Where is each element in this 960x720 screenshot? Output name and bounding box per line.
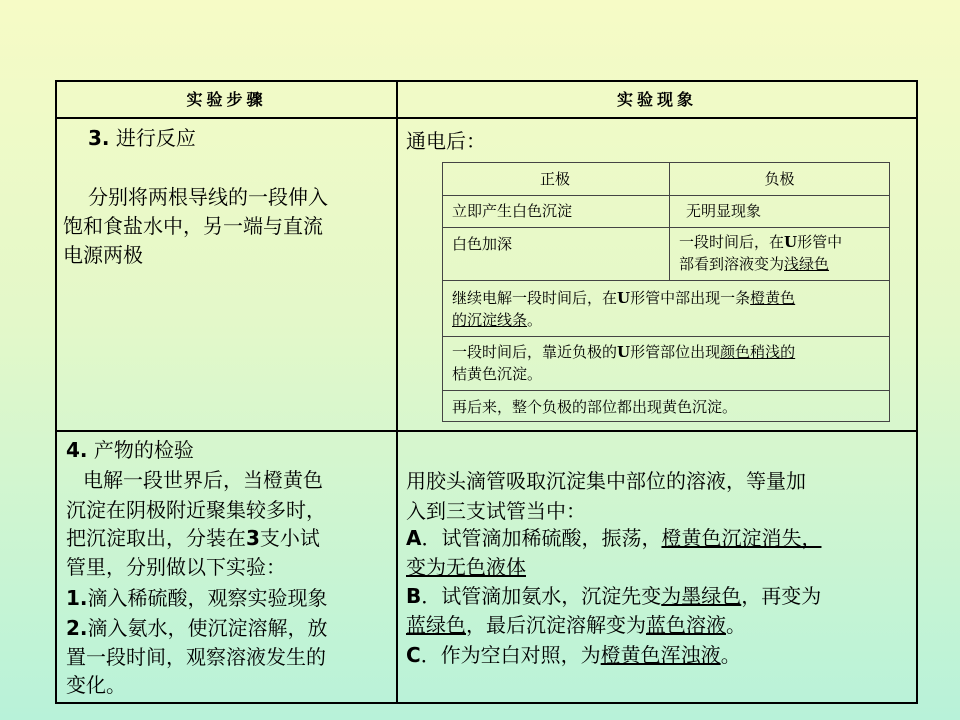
phenom3-intro: 通电后：	[406, 129, 486, 153]
table-r4: 一段时间后，靠近负极的U形管部位出现颜色稍浅的 桔黄色沉淀。	[452, 343, 796, 383]
table-header-negative: 负极	[764, 170, 795, 188]
header-steps: 实验步骤	[186, 90, 267, 109]
step3-title: 3. 进行反应	[88, 126, 196, 150]
phenom4-intro: 用胶头滴管吸取沉淀集中部位的溶液，等量加 入到三支试管当中：	[406, 469, 806, 523]
step4-number: 4.	[66, 438, 88, 462]
table-r2-negative: 一段时间后，在U形管中 部看到溶液变为浅绿色	[679, 233, 843, 273]
table-r1-negative: 无明显现象	[686, 202, 762, 220]
step3-desc-line2: 饱和食盐水中，另一端与直流	[63, 214, 323, 238]
column-divider	[396, 80, 398, 704]
step3-number: 3.	[88, 126, 110, 150]
table-r3: 继续电解一段时间后，在U形管中部出现一条橙黄色 的沉淀线条。	[452, 289, 796, 329]
phenom4-c: C．作为空白对照，为橙黄色浑浊液。	[406, 643, 741, 667]
step4-experiment2-cont1: 置一段时间，观察溶液发生的	[66, 645, 326, 669]
step4-line3: 把沉淀取出，分装在3支小试	[66, 526, 320, 550]
phenom4-a: A．试管滴加稀硫酸，振荡，橙黄色沉淀消失， 变为无色液体	[406, 526, 822, 579]
table-header-positive: 正极	[539, 170, 570, 188]
step4-experiment2-cont2: 变化。	[66, 673, 126, 697]
step4-line2: 沉淀在阴极附近聚集较多时，	[66, 498, 326, 522]
row-divider	[55, 430, 918, 432]
step4-experiment1: 1.滴入稀硫酸，观察实验现象	[66, 586, 328, 610]
step4-title: 4. 产物的检验	[66, 438, 194, 462]
step4-line4: 管里，分别做以下实验：	[66, 555, 286, 579]
header-divider	[55, 117, 918, 119]
header-phenomena: 实验现象	[616, 90, 697, 109]
table-r5: 再后来，整个负极的部位都出现黄色沉淀。	[452, 398, 738, 416]
phenom4-b: B．试管滴加氨水，沉淀先变为墨绿色，再变为 蓝绿色，最后沉淀溶解变为蓝色溶液。	[406, 584, 822, 637]
step4-experiment2: 2.滴入氨水，使沉淀溶解，放	[66, 616, 328, 640]
table-r2-positive: 白色加深	[452, 235, 513, 253]
table-r1-positive: 立即产生白色沉淀	[452, 202, 573, 220]
step3-desc-line1: 分别将两根导线的一段伸入	[88, 185, 328, 209]
step4-line1: 电解一段世界后，当橙黄色	[83, 468, 323, 492]
step3-desc-line3: 电源两极	[63, 243, 143, 267]
